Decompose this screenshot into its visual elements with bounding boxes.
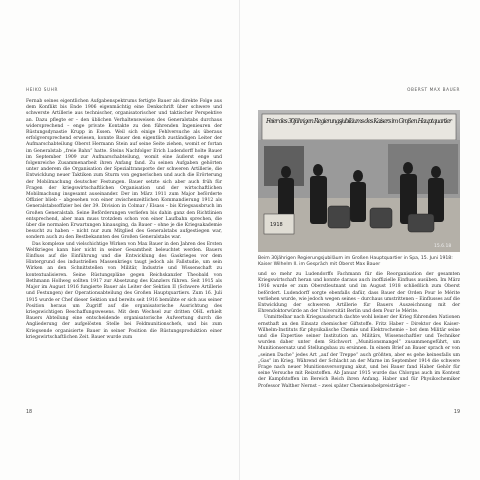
photo-banner-text: Feier des 30jährigen Regierungsjubiläums des Kaisers im Großen Hauptquartier: [266, 118, 453, 125]
photo-placard-text: 1918: [270, 222, 283, 228]
right-body-text: [258, 272, 460, 390]
left-body-text: [26, 99, 222, 341]
right-paragraph-2: Unmittelbar nach Kriegsausbruch dachte wohl keiner der Krieg führenden Nationen ernsthaft an den Einsatz chemischer Giftstoffe. Fritz Haber – Direktor des Kaiser-Wilhelm-Instituts für physikalische Chemie und Elektrochemie – bot dem Militär seine und die Expertise seiner Institution an. Militärs, Wissenschaftler und Techniker wurden daher unter dem Stichwort „Munitionsmangel“ zusammengeführt, um Munitionsersatz und Stellungsbau zu ersinnen. In einem Brief an Bauer sprach er von „seinen Dache“ jedes Art „auf der Treppe“ auch größten, aber es gehe keinesfalls um „Gas“ im Krieg. Während der Schlacht an der Marne im September 1914 die schwere Frage nach neuer Munitionsversorgung akut, und bei Bauer fand Haber Gehör für seine Versuche mit Reizstoffen. Ab Januar 1915 wurde das Chlorgas auch im Kontext der Kampfstoffen im Bereich Reich ihren Anfang. Haber und für Physikochemiker Professor Walther Nernst – zwei später Chemienobelpreisträger –: [258, 315, 460, 389]
left-paragraph-2: Das komplexe und vielschichtige Wirken von Max Bauer in den Jahren des Ersten Weltkrieges kann hier nicht in seiner Gesamtheit beleuchtet werden. Bauers Einfluss auf die Einführung und die Entwicklung des Gaskrieges vor dem Hintergrund des industriellen Massenkriegs taugt jedoch als Fallstudie, um sein Wirken an den Schnittstellen von Militär, Industrie und Wissenschaft zu kontextualisieren. Seine Rüstungspläne gegen Reichskanzler Theobald von Bethmann Hollweg sollten 1917 zur Absetzung des Kanzlers führen. Seit 1915 als Major im August 1916 fungierte Bauer als Leiter der Sektion II (Schwere Artillerie und Festungen) der Operationsabteilung des Großen Hauptquartiers. Zum 16. Juli 1915 wurde er Chef dieser Sektion und bereits seit 1916 bemühte er sich aus seiner Position heraus um Zugriff auf die organisatorische Ausrichtung des kriegswichtigen Beschaffungswesens. Mit dem Wechsel zur dritten OHL erhielt Bauers Abteilung eine entscheidende organisatorische Aufwertung durch die Angliederung der aufgelösten Stelle bei Feldmunitionschefs, und bis zum Kriegsende organisierte Bauer in seiner Position die Rüstungsproduktion einer kriegswirtschaftlichen Zeit. Bauer wurde zum: [26, 241, 222, 340]
historical-photo: [258, 110, 460, 252]
running-head-left: HEIKO SUHR: [26, 87, 58, 92]
page-number-left: 18: [26, 410, 33, 415]
page-number-right: 19: [453, 410, 460, 415]
right-paragraph-1: und so mehr zu Ludendorffs Fachmann für die Reorganisation der gesamten Kriegswirtschaft heran und konnte daraus auch inoffizielle Einfluss ausüben. Im März 1916 wurde er zum Oberstleutnant und im August 1918 schließlich zum Oberst befördert. Ludendorff sorgte ebenfalls dafür, dass Bauer der Orden Pour le Mérite verliehen wurde, wie jedoch wegen seines – durchaus umstrittenen – Einflusses auf die Entwicklung der schweren Artillerie für Bauers Auszeichnung mit der Ehrendoktorwürde an der Universität Berlin und dem Pour le Mérite.: [258, 272, 460, 315]
photo-corner-date: 15.6.18: [434, 244, 452, 249]
running-head-right: OBERST MAX BAUER: [407, 87, 460, 92]
photo-caption: Beim 30jährigen Regierungsjubiläum im Großen Hauptquartier in Spa, 15. Juni 1918: Kaiser Wilhelm II. im Gespräch mit Oberst Max Bauer: [258, 256, 453, 268]
left-paragraph-1: Fernab seines eigentlichen Aufgabenspektrums fertigte Bauer als direkte Folge aus dem Konflikt bis Ende 1906 eigenmächtig eine Denkschrift über schwere und schwerste Artillerie aus technischer, organisatorischer und taktischer Perspektive an. Dazu pflegte er – den üblichen Verhaltensweisen des Generalstabs durchaus widersprechend – enge private Kontakte zu den führenden Ingenieuren der Rüstungsdynastie Krupp in Essen. Weil sich einige Fehlversuche als überaus erfolgversprechend erwiesen, konnte Bauer den eigentlich zuständigen Leiter der Aufmarschabteilung Oberst Hermann Stein auf seine Seite ziehen, womit er fortan im Generalstab „freie Bahn“ hatte. Steins Nachfolger Erich Ludendorff holte Bauer im September 1909 zur Aufmarschabteilung, womit eine äußerst enge und folgenreiche Zusammenarbeit ihren Anfang fand. Zu seinen Aufgaben gehörten unter anderem die Organisation der Spezialtransporte der schweren Artillerie, die Entwicklung neuer Taktiken zum Sturm von gegnerischen und auch die Erörterung der Mobilmachung deutscher Festungen. Bauer setzte sich aber auch früh für Fragen der kriegswirtschaftlichen Organisation und der wirtschaftlichen Mobilmachung insgesamt auseinander. Der im März 1911 zum Major beförderte Offizier blieb – abgesehen von einer zwischenzeitlichen Kommandierung 1912 als Generalstabsoffizier bei der 39. Division in Colmar / Elsass – bis Kriegsausbruch im Großen Generalstab. Seine Beförderungen verliefen bis dahin ganz den Richtlinien entsprechend, aber man muss trotzdem schon von einer Laufbahn sprechen, die über die normalen Erwartungen hinausging, da Bauer – ohne je die Kriegsakademie besucht zu haben – nicht nur zum Mitglied des Generalstabs aufgestiegen war, sondern auch zu den Bestbekannten des Großen Generalstabs war.: [26, 99, 222, 241]
